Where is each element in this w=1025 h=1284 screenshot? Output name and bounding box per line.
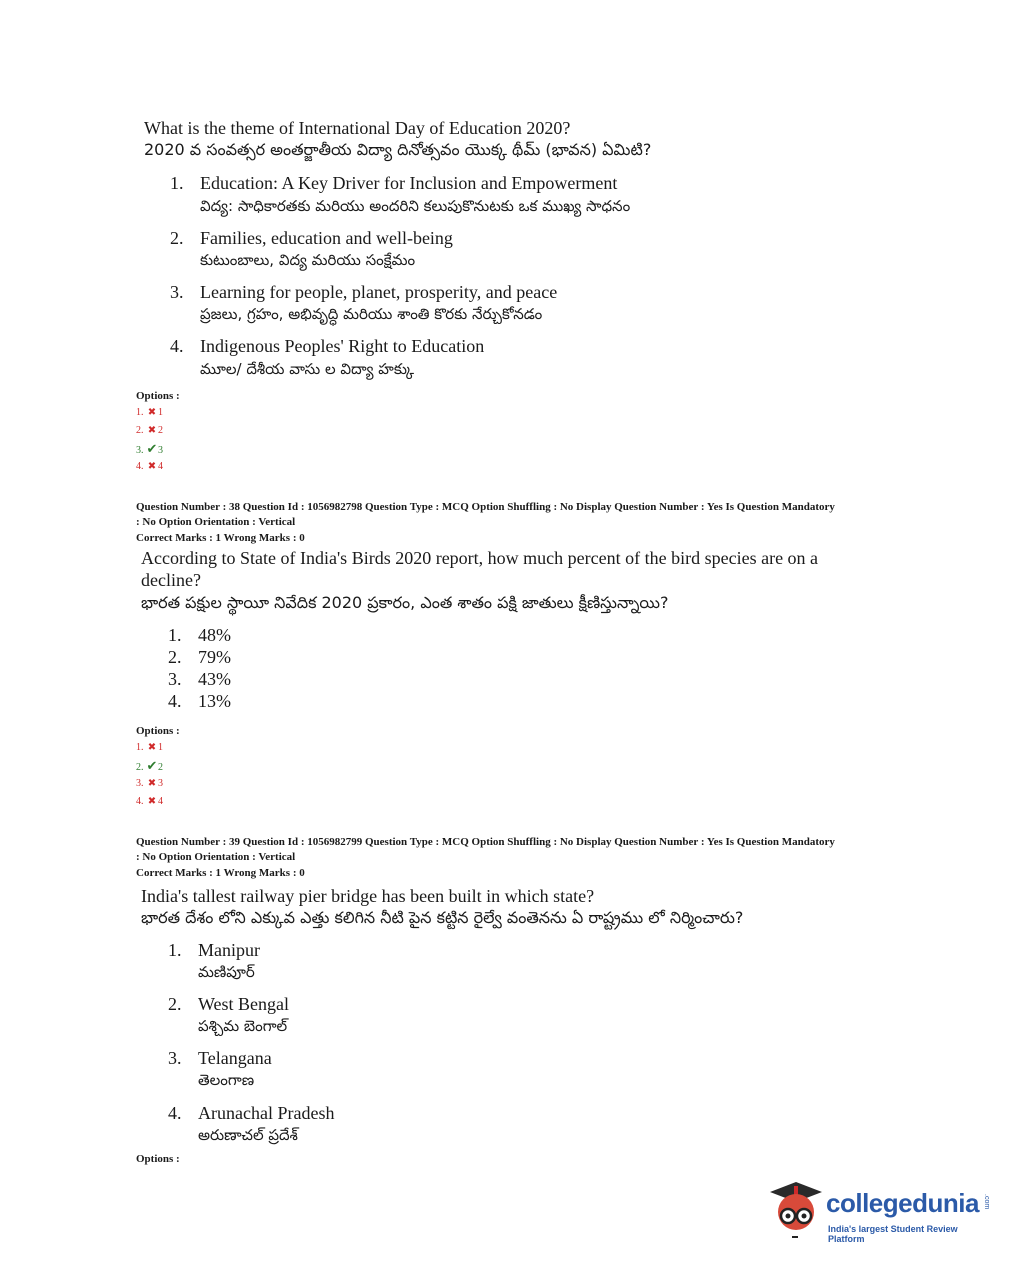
- q38-question-te: భారత పక్షుల స్థాయీ నివేదిక 2020 ప్రకారం, ఎంత శాతం పక్షి జాతులు క్షీణిస్తున్నాయి?: [141, 593, 669, 612]
- q37-answer-key: [136, 404, 163, 476]
- answer-number: 2.: [136, 762, 144, 773]
- option-number: 3.: [168, 1048, 182, 1068]
- q39-meta-line2: : No Option Orientation : Vertical: [136, 851, 296, 863]
- q39-marks: Correct Marks : 1 Wrong Marks : 0: [136, 867, 305, 879]
- cross-icon: ✖: [147, 461, 157, 472]
- q38-question-en-2: decline?: [141, 570, 201, 590]
- q37-options-label: Options :: [136, 390, 180, 402]
- answer-number: 1.: [136, 407, 144, 418]
- option-text-te: మణిపూర్: [198, 963, 255, 981]
- check-icon: ✔: [146, 758, 158, 773]
- option-text-en: 48%: [198, 625, 231, 645]
- logo-wordmark: collegedunia: [826, 1188, 979, 1218]
- answer-row: [136, 440, 163, 458]
- answer-row: [136, 422, 163, 440]
- cross-icon: ✖: [147, 742, 157, 753]
- option-text-en: Learning for people, planet, prosperity, and peace: [200, 282, 558, 302]
- option-text-en: Families, education and well-being: [200, 228, 453, 248]
- q38-marks: Correct Marks : 1 Wrong Marks : 0: [136, 532, 305, 544]
- q39-meta-line1: Question Number : 39 Question Id : 1056982799 Question Type : MCQ Option Shuffling : No Display Question Number : Yes Is Question Mandatory: [136, 836, 835, 848]
- answer-value: 3: [158, 445, 163, 456]
- q37-question-te: 2020 వ సంవత్సర అంతర్జాతీయ విద్యా దినోత్సవం యొక్క థీమ్ (భావన) ఏమిటి?: [144, 140, 652, 159]
- answer-value: 2: [158, 425, 163, 436]
- cross-icon: ✖: [147, 796, 157, 807]
- option-number: 3.: [170, 282, 184, 302]
- collegedunia-logo: [766, 1178, 996, 1250]
- q39-meta: [136, 835, 916, 881]
- option-text-te: తెలంగాణ: [198, 1071, 255, 1089]
- option-text-en: Indigenous Peoples' Right to Education: [200, 336, 485, 356]
- q39-options-label: Options :: [136, 1153, 180, 1165]
- q38-meta-line1: Question Number : 38 Question Id : 1056982798 Question Type : MCQ Option Shuffling : No Display Question Number : Yes Is Question Mandatory: [136, 501, 835, 513]
- logo-suffix: .com: [983, 1194, 990, 1210]
- option-number: 2.: [168, 994, 182, 1014]
- option-number: 4.: [170, 336, 184, 356]
- answer-row: [136, 793, 163, 811]
- answer-row: [136, 404, 163, 422]
- q37-question-en: What is the theme of International Day of Education 2020?: [144, 118, 571, 138]
- answer-number: 2.: [136, 425, 144, 436]
- option-number: 2.: [168, 647, 182, 667]
- option-text-te: మూల/ దేశీయ వాసు ల విద్యా హక్కు: [200, 360, 414, 378]
- answer-value: 1: [158, 407, 163, 418]
- q39-question-te: భారత దేశం లోని ఎక్కువ ఎత్తు కలిగిన నీటి పైన కట్టిన రైల్వే వంతెనను ఏ రాష్ట్రము లో నిర్మించారు?: [141, 908, 744, 927]
- q39-question-en: India's tallest railway pier bridge has been built in which state?: [141, 886, 595, 906]
- answer-value: 4: [158, 796, 163, 807]
- q38-options-label: Options :: [136, 725, 180, 737]
- answer-value: 4: [158, 461, 163, 472]
- answer-value: 2: [158, 762, 163, 773]
- option-text-te: ప్రజలు, గ్రహం, అభివృద్ధి మరియు శాంతి కొరకు నేర్చుకోనడం: [200, 305, 543, 323]
- option-text-en: West Bengal: [198, 994, 290, 1014]
- option-text-te: పశ్చిమ బెంగాల్: [198, 1017, 288, 1035]
- option-number: 3.: [168, 669, 182, 689]
- q38-meta: [136, 500, 916, 546]
- mascot-icon: [766, 1178, 826, 1244]
- q38-meta-line2: : No Option Orientation : Vertical: [136, 516, 296, 528]
- check-icon: ✔: [146, 441, 158, 456]
- answer-number: 1.: [136, 742, 144, 753]
- option-text-te: కుటుంబాలు, విద్య మరియు సంక్షేమం: [200, 251, 416, 269]
- answer-row: [136, 458, 163, 476]
- answer-number: 3.: [136, 445, 144, 456]
- option-text-en: Manipur: [198, 940, 260, 960]
- answer-number: 4.: [136, 461, 144, 472]
- logo-tagline: India's largest Student Review Platform: [828, 1224, 958, 1244]
- answer-value: 1: [158, 742, 163, 753]
- answer-row: [136, 757, 163, 775]
- cross-icon: ✖: [147, 778, 157, 789]
- cross-icon: ✖: [147, 425, 157, 436]
- option-number: 1.: [168, 940, 182, 960]
- q38-question-en-1: According to State of India's Birds 2020 report, how much percent of the bird species are on a: [141, 548, 819, 568]
- option-text-en: Arunachal Pradesh: [198, 1103, 335, 1123]
- option-text-en: 13%: [198, 691, 231, 711]
- option-text-en: Education: A Key Driver for Inclusion and Empowerment: [200, 173, 618, 193]
- option-text-en: Telangana: [198, 1048, 272, 1068]
- q38-answer-key: [136, 739, 163, 811]
- option-text-te: అరుణాచల్ ప్రదేశ్: [198, 1126, 298, 1144]
- option-text-te: విద్య: సాధికారతకు మరియు అందరిని కలుపుకొనుటకు ఒక ముఖ్య సాధనం: [200, 197, 631, 215]
- option-number: 1.: [168, 625, 182, 645]
- option-text-en: 79%: [198, 647, 231, 667]
- answer-number: 4.: [136, 796, 144, 807]
- option-number: 1.: [170, 173, 184, 193]
- cross-icon: ✖: [147, 407, 157, 418]
- option-number: 4.: [168, 691, 182, 711]
- answer-value: 3: [158, 778, 163, 789]
- answer-row: [136, 775, 163, 793]
- option-number: 4.: [168, 1103, 182, 1123]
- option-number: 2.: [170, 228, 184, 248]
- option-text-en: 43%: [198, 669, 231, 689]
- answer-number: 3.: [136, 778, 144, 789]
- answer-row: [136, 739, 163, 757]
